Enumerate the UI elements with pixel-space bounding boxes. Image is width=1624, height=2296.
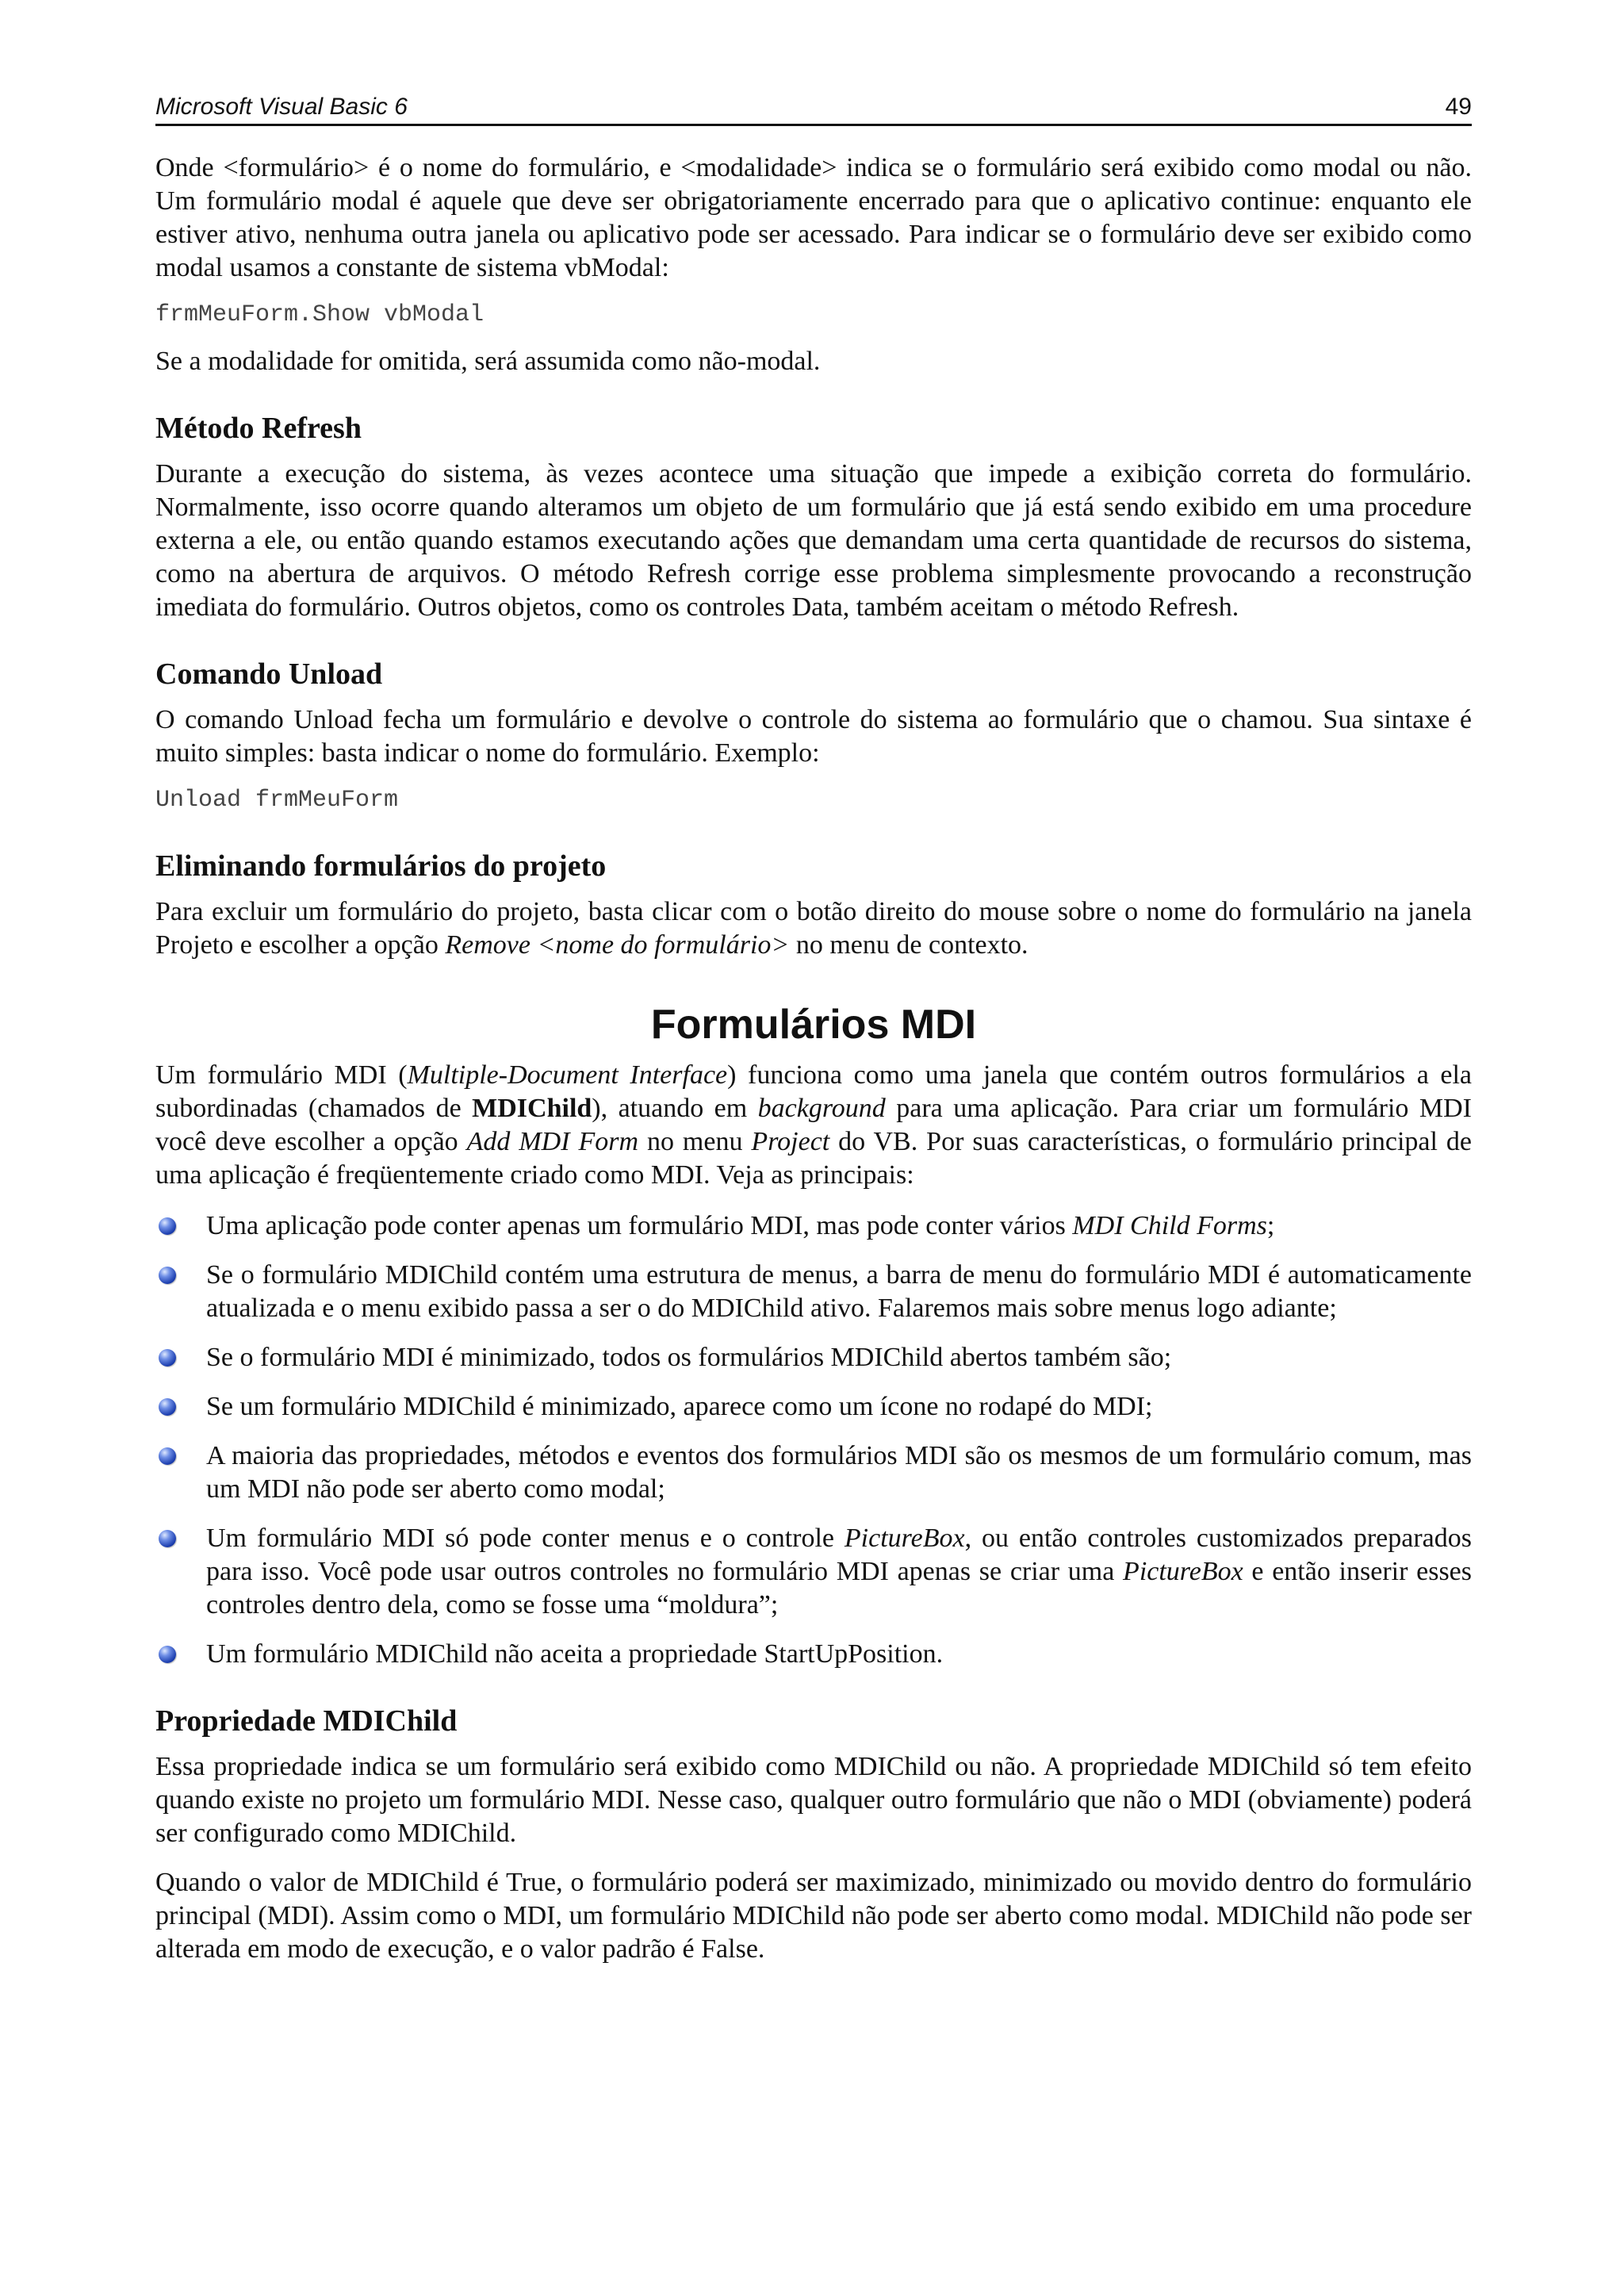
blue-bullet-icon <box>159 1217 176 1235</box>
mdichild-paragraph-2: Quando o valor de MDIChild é True, o formulário poderá ser maximizado, minimizado ou movido dentro do formulário principal (MDI). Assim como o MDI, um formulário MDIChild não pode ser aberto como modal. MDIChild não pode ser alterada em modo de execução, e o valor padrão é False. <box>155 1868 1472 1964</box>
section-title-formularios-mdi: Formulários MDI <box>650 1002 977 1048</box>
refresh-paragraph: Durante a execução do sistema, às vezes acontece uma situação que impede a exibição correta do formulário. Normalmente, isso ocorre quando alteramos um objeto de um formulário que já está sendo exibido em uma procedure externa a ele, ou então quando estamos executando ações que demandam uma certa quantidade de recursos do sistema, como na abertura de arquivos. O método Refresh corrige esse problema simplesmente provocando a reconstrução imediata do formulário. Outros objetos, como os controles Data, também aceitam o método Refresh. <box>155 459 1472 622</box>
running-header <box>155 94 1472 126</box>
remove-paragraph: Para excluir um formulário do projeto, basta clicar com o botão direito do mouse sobre o nome do formulário na janela Projeto e escolher a opção Remove <nome do formulário> no menu de contexto. <box>155 897 1472 960</box>
blue-bullet-icon <box>159 1530 176 1547</box>
intro-paragraph-2: Se a modalidade for omitida, será assumida como não-modal. <box>155 347 821 376</box>
blue-bullet-icon <box>159 1349 176 1366</box>
blue-bullet-icon <box>159 1398 176 1416</box>
list-item: Se o formulário MDIChild contém uma estrutura de menus, a barra de menu do formulário MDI é automaticamente atualizada e o menu exibido passa a ser o do MDIChild ativo. Falaremos mais sobre menus logo adiante; <box>155 1259 1472 1325</box>
list-item: Uma aplicação pode conter apenas um formulário MDI, mas pode conter vários MDI Child Forms; <box>155 1209 1472 1243</box>
document-page <box>155 94 1472 1966</box>
header-title: Microsoft Visual Basic 6 <box>155 94 408 120</box>
mdi-bullet-list <box>155 1209 1472 1671</box>
list-item: A maioria das propriedades, métodos e eventos dos formulários MDI são os mesmos de um formulário comum, mas um MDI não pode ser aberto como modal; <box>155 1439 1472 1506</box>
list-item: Um formulário MDI só pode conter menus e o controle PictureBox, ou então controles customizados preparados para isso. Você pode usar outros controles no formulário MDI apenas se criar uma PictureBox e então inserir esses controles dentro dela, como se fosse uma “moldura”; <box>155 1522 1472 1622</box>
list-item: Se um formulário MDIChild é minimizado, aparece como um ícone no rodapé do MDI; <box>155 1390 1472 1424</box>
blue-bullet-icon <box>159 1267 176 1284</box>
code-unload: Unload frmMeuForm <box>155 787 399 814</box>
mdichild-paragraph-1: Essa propriedade indica se um formulário será exibido como MDIChild ou não. A propriedade MDIChild só tem efeito quando existe no projeto um formulário MDI. Nesse caso, qualquer outro formulário que não o MDI (obviamente) poderá ser configurado como MDIChild. <box>155 1752 1472 1848</box>
page-number: 49 <box>1445 94 1472 120</box>
blue-bullet-icon <box>159 1646 176 1663</box>
blue-bullet-icon <box>159 1447 176 1465</box>
code-show-vbmodal: frmMeuForm.Show vbModal <box>155 301 485 328</box>
mdi-intro-paragraph: Um formulário MDI (Multiple-Document Interface) funciona como uma janela que contém outros formulários a ela subordinadas (chamados de MDIChild), atuando em background para uma aplicação. Para criar um formulário MDI você deve escolher a opção Add MDI Form no menu Project do VB. Por suas características, o formulário principal de uma aplicação é freqüentemente criado como MDI. Veja as principais: <box>155 1060 1472 1190</box>
unload-paragraph: O comando Unload fecha um formulário e devolve o controle do sistema ao formulário que o chamou. Sua sintaxe é muito simples: basta indicar o nome do formulário. Exemplo: <box>155 705 1472 768</box>
heading-comando-unload: Comando Unload <box>155 657 383 691</box>
intro-paragraph: Onde <formulário> é o nome do formulário, e <modalidade> indica se o formulário será exibido como modal ou não. Um formulário modal é aquele que deve ser obrigatoriamente encerrado para que o aplicativo continue: enquanto ele estiver ativo, nenhuma outra janela ou aplicativo pode ser acessado. Para indicar se o formulário deve ser exibido como modal usamos a constante de sistema vbModal: <box>155 153 1472 282</box>
heading-eliminando-formularios: Eliminando formulários do projeto <box>155 849 607 883</box>
list-item: Um formulário MDIChild não aceita a propriedade StartUpPosition. <box>155 1638 1472 1671</box>
heading-metodo-refresh: Método Refresh <box>155 412 362 445</box>
heading-propriedade-mdichild: Propriedade MDIChild <box>155 1704 458 1738</box>
list-item: Se o formulário MDI é minimizado, todos os formulários MDIChild abertos também são; <box>155 1341 1472 1374</box>
